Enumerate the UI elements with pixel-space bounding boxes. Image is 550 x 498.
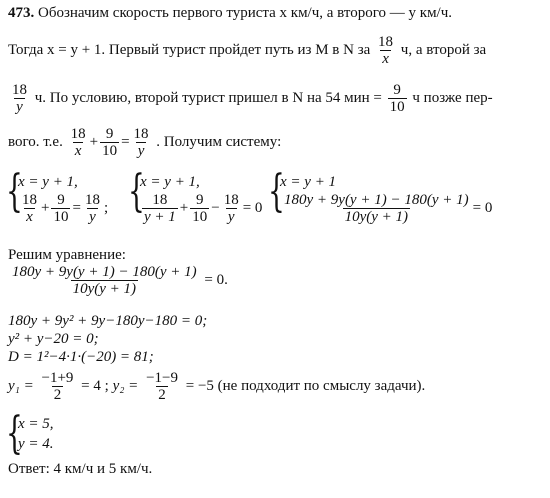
fraction-18-x <box>376 34 395 67</box>
numerator: 9 <box>57 192 65 208</box>
roots-line <box>8 370 425 403</box>
denominator: 10y(y + 1) <box>72 281 137 297</box>
equation-2: 180y + 9y² + 9y−180y−180 = 0; <box>8 313 208 329</box>
root-label: y₁ = <box>8 377 34 394</box>
denominator: y <box>89 209 96 225</box>
denominator: y <box>16 99 23 115</box>
numerator: −1+9 <box>41 370 74 386</box>
text-line3 <box>8 82 493 115</box>
numerator: −1−9 <box>146 370 178 386</box>
system-row: x = y + 1, <box>18 174 78 190</box>
numerator: 18 <box>133 126 149 142</box>
system-row: $\frac{18}{x}$ + $\frac{9}{10}$ = $\frac{18}{y}$ ; <box>22 192 109 225</box>
answer-system <box>18 414 54 454</box>
system-1 <box>18 172 108 225</box>
denominator: x <box>382 51 389 67</box>
system-brace: { <box>6 166 23 217</box>
numerator: 18 <box>152 192 168 208</box>
numerator: 9 <box>196 192 204 208</box>
numerator: 180y + 9y(y + 1) − 180(y + 1) <box>284 192 469 208</box>
text-line3a: ч. По условию, второй турист пришел в N на 54 мин = <box>34 89 382 106</box>
text-line2 <box>8 34 486 67</box>
numerator: 9 <box>105 126 114 142</box>
denominator: 10 <box>102 143 118 159</box>
root-label: y₂ = <box>112 377 139 394</box>
numerator: 18 <box>22 192 37 208</box>
solve-label: Решим уравнение: <box>8 247 126 263</box>
denominator: 2 <box>158 387 166 403</box>
system-brace: { <box>128 166 145 217</box>
equals-zero: = 0 <box>242 199 263 216</box>
system-3 <box>280 172 492 225</box>
text-line4b: . Получим систему: <box>156 133 282 150</box>
text-line2a: Тогда x = y + 1. Первый турист пройдет путь из M в N за <box>8 41 371 58</box>
problem-statement-line1 <box>8 4 452 22</box>
numerator: 18 <box>70 126 86 142</box>
denominator: x <box>74 143 82 159</box>
numerator: 9 <box>393 82 401 98</box>
numerator: 18 <box>378 34 394 50</box>
system-row: x = 5, <box>18 416 54 432</box>
denominator: 10 <box>389 99 405 115</box>
denominator: 10 <box>192 209 208 225</box>
denominator: y + 1 <box>144 209 176 225</box>
root-note: (не подходит по смыслу задачи). <box>217 377 426 394</box>
text-line2b: ч, а второй за <box>400 41 487 58</box>
system-row <box>280 192 492 225</box>
fraction-18-y <box>10 82 29 115</box>
denominator: 2 <box>53 387 62 403</box>
equals-zero: = 0 <box>472 199 493 216</box>
denominator: 10 <box>53 209 69 225</box>
fraction <box>132 126 151 159</box>
system-row: x = y + 1, <box>140 174 200 190</box>
system-2 <box>140 172 262 225</box>
numerator: 18 <box>84 192 100 208</box>
system-row: $\frac{18}{y + 1}$ + $\frac{9}{10}$ − $\frac{18}{y}$ = 0 <box>144 192 263 225</box>
numerator: 18 <box>223 192 239 208</box>
text-line3b: ч позже пер- <box>412 89 493 106</box>
problem-number: 473. <box>8 5 35 21</box>
system-row: x = y + 1 <box>280 174 337 190</box>
equation-1 <box>8 264 228 297</box>
root-value: = 4 ; <box>81 377 109 394</box>
denominator: x <box>26 209 33 225</box>
equation-4: D = 1²−4·1·(−20) = 81; <box>8 349 154 365</box>
root-value: = −5 <box>185 377 214 394</box>
denominator: y <box>137 143 145 159</box>
text-line4: вого. т.е. $\frac{18}{x}$ + $\frac{9}{10}$ = $\frac{18}{y}$ . Получим систему: <box>8 126 282 159</box>
equals-zero: = 0. <box>204 271 228 288</box>
denominator: y <box>227 209 235 225</box>
numerator: 180y + 9y(y + 1) − 180(y + 1) <box>12 264 197 280</box>
equation-3: y² + y−20 = 0; <box>8 331 99 347</box>
text-line4a: вого. т.е. <box>8 133 63 150</box>
text-line1: Обозначим скорость первого туриста x км/ч, а второго — y км/ч. <box>38 5 453 21</box>
denominator: 10y(y + 1) <box>344 209 409 225</box>
system-brace: { <box>6 408 23 459</box>
separator: ; <box>103 199 109 216</box>
fraction-9-10 <box>388 82 407 115</box>
system-row: y = 4. <box>18 436 54 452</box>
fraction <box>100 126 119 159</box>
system-brace: { <box>268 166 285 217</box>
answer: Ответ: 4 км/ч и 5 км/ч. <box>8 461 153 477</box>
fraction <box>69 126 88 159</box>
numerator: 18 <box>12 82 27 98</box>
